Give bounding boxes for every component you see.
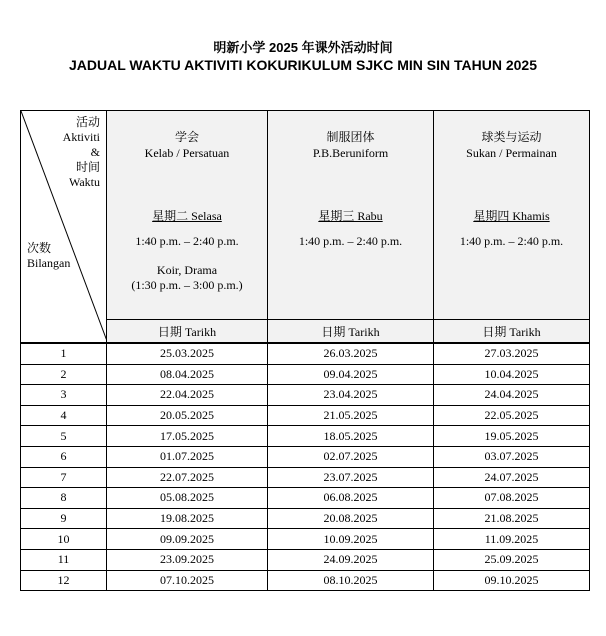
schedule-rows [21,343,590,591]
uniform-date-cell: 21.05.2025 [268,405,434,426]
column-header-club [107,111,268,320]
row-number: 5 [21,426,107,447]
time-ms-label: Waktu [68,175,100,189]
uniform-date-cell: 02.07.2025 [268,446,434,467]
sports-date-cell: 07.08.2025 [434,488,590,509]
row-number: 8 [21,488,107,509]
table-row [21,508,590,529]
sports-date-cell: 11.09.2025 [434,529,590,550]
row-number: 4 [21,405,107,426]
club-day: 星期二 Selasa [152,209,222,223]
sports-date-cell: 22.05.2025 [434,405,590,426]
sports-date-cell: 03.07.2025 [434,446,590,467]
uniform-day: 星期三 Rabu [318,209,383,223]
table-row [21,385,590,406]
club-date-cell: 25.03.2025 [107,343,268,364]
table-row [21,488,590,509]
ampersand-label: & [90,145,100,159]
uniform-name-zh: 制服团体 [326,130,375,144]
sports-date-cell: 27.03.2025 [434,343,590,364]
title-chinese: 明新小学 2025 年课外活动时间 [213,40,393,55]
sports-date-cell: 25.09.2025 [434,549,590,570]
club-name-zh: 学会 [174,130,199,144]
corner-bottom-label [27,241,70,271]
row-number: 7 [21,467,107,488]
sports-name-ms: Sukan / Permainan [466,146,557,160]
club-date-cell: 22.04.2025 [107,385,268,406]
row-number: 11 [21,549,107,570]
row-number: 2 [21,364,107,385]
club-date-cell: 07.10.2025 [107,570,268,591]
table-row [21,529,590,550]
club-name-ms: Kelab / Persatuan [144,146,230,160]
uniform-date-cell: 26.03.2025 [268,343,434,364]
sports-day: 星期四 Khamis [473,209,550,223]
row-number: 1 [21,343,107,364]
table-row [21,446,590,467]
uniform-date-cell: 10.09.2025 [268,529,434,550]
count-ms-label: Bilangan [27,256,71,270]
row-number: 12 [21,570,107,591]
uniform-date-cell: 06.08.2025 [268,488,434,509]
date-header-sports: 日期 Tarikh [434,320,590,344]
table-row [21,467,590,488]
uniform-date-cell: 24.09.2025 [268,549,434,570]
sports-date-cell: 24.07.2025 [434,467,590,488]
row-number: 3 [21,385,107,406]
club-date-cell: 08.04.2025 [107,364,268,385]
row-number: 6 [21,446,107,467]
count-zh-label: 次数 [27,241,52,255]
activity-zh-label: 活动 [75,115,100,129]
table-row [21,426,590,447]
club-date-cell: 19.08.2025 [107,508,268,529]
uniform-date-cell: 23.07.2025 [268,467,434,488]
club-date-cell: 05.08.2025 [107,488,268,509]
table-row [21,364,590,385]
club-date-cell: 20.05.2025 [107,405,268,426]
table-row [21,570,590,591]
activity-ms-label: Aktiviti [62,130,100,144]
date-header-club: 日期 Tarikh [107,320,268,344]
corner-top-label [63,115,100,190]
date-header-uniform: 日期 Tarikh [268,320,434,344]
sports-date-cell: 09.10.2025 [434,570,590,591]
uniform-date-cell: 20.08.2025 [268,508,434,529]
club-date-cell: 22.07.2025 [107,467,268,488]
sports-date-cell: 24.04.2025 [434,385,590,406]
row-number: 9 [21,508,107,529]
row-number: 10 [21,529,107,550]
uniform-date-cell: 09.04.2025 [268,364,434,385]
schedule-table [20,110,590,591]
column-header-sports [434,111,590,320]
column-header-uniform [268,111,434,320]
club-date-cell: 01.07.2025 [107,446,268,467]
corner-header-cell [21,111,107,344]
club-date-cell: 17.05.2025 [107,426,268,447]
sports-date-cell: 19.05.2025 [434,426,590,447]
time-zh-label: 时间 [75,160,100,174]
club-time: 1:40 p.m. – 2:40 p.m. [135,234,239,248]
table-row [21,549,590,570]
table-row [21,405,590,426]
uniform-time: 1:40 p.m. – 2:40 p.m. [298,234,403,248]
uniform-date-cell: 23.04.2025 [268,385,434,406]
club-date-cell: 23.09.2025 [107,549,268,570]
uniform-name-ms: P.B.Beruniform [312,146,389,160]
title-malay: JADUAL WAKTU AKTIVITI KOKURIKULUM SJKC MIN SIN TAHUN 2025 [69,57,537,73]
sports-date-cell: 10.04.2025 [434,364,590,385]
club-extra-name: Koir, Drama [156,263,218,277]
sports-time: 1:40 p.m. – 2:40 p.m. [459,234,564,248]
uniform-date-cell: 18.05.2025 [268,426,434,447]
table-row [21,343,590,364]
sports-name-zh: 球类与运动 [481,130,542,144]
club-date-cell: 09.09.2025 [107,529,268,550]
sports-date-cell: 21.08.2025 [434,508,590,529]
uniform-date-cell: 08.10.2025 [268,570,434,591]
club-extra-time: (1:30 p.m. – 3:00 p.m.) [131,278,243,292]
